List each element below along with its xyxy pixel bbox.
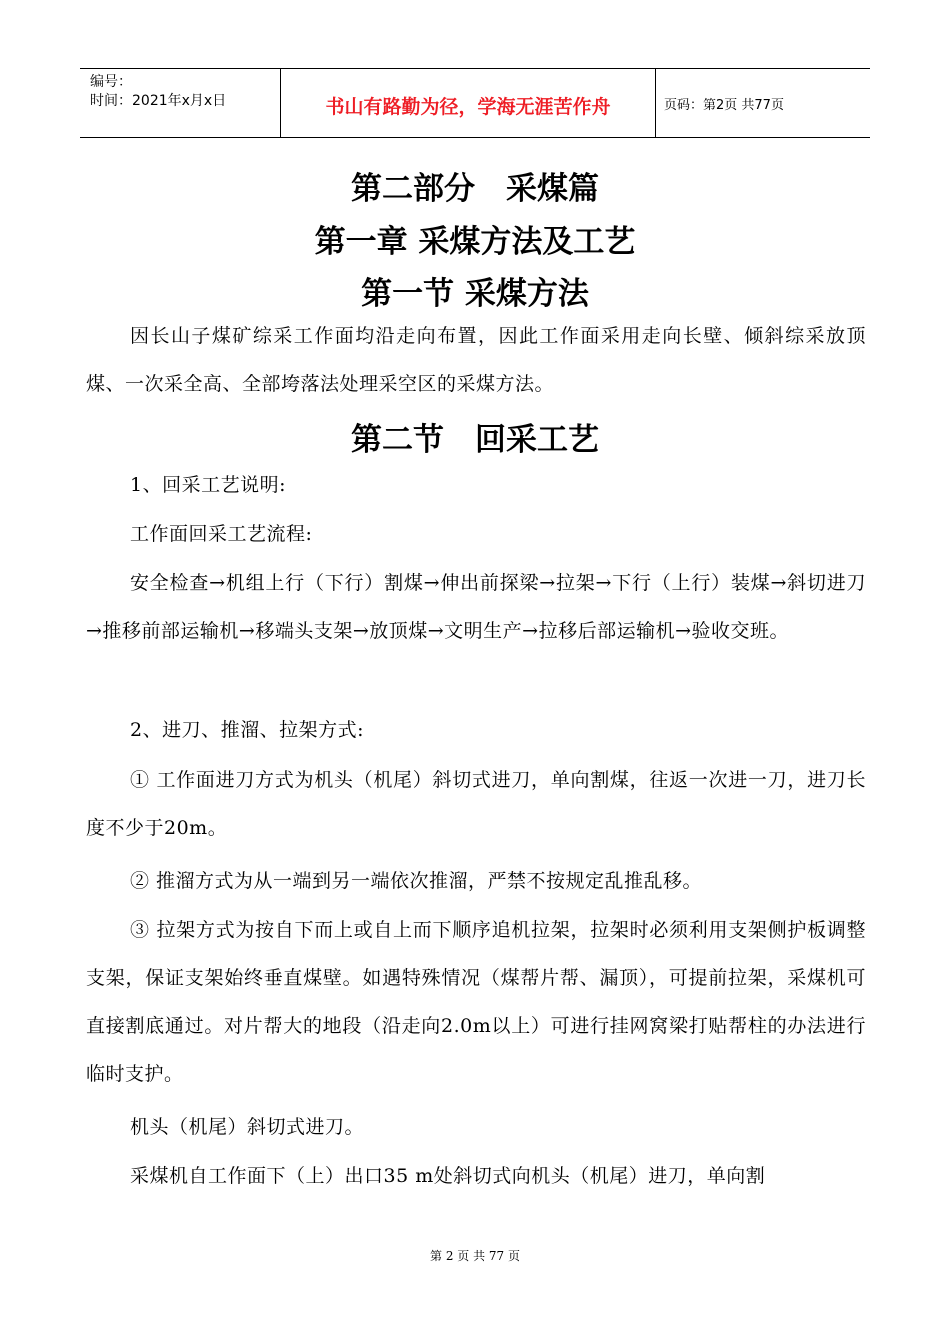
paragraph-method: 因长山子煤矿综采工作面均沿走向布置，因此工作面采用走向长壁、倾斜综采放顶煤、一次采全高、全部垮落法处理采空区的采煤方法。 bbox=[86, 325, 866, 395]
paragraph-flow: 安全检查→机组上行（下行）割煤→伸出前探梁→拉架→下行（上行）装煤→斜切进刀→推移前部运输机→移端头支架→放顶煤→文明生产→拉移后部运输机→验收交班。 bbox=[86, 572, 866, 642]
paragraph-item-3: ③ 拉架方式为按自下而上或自上而下顺序追机拉架，拉架时必须利用支架侧护板调整支架，保证支架始终垂直煤壁。如遇特殊情况（煤帮片帮、漏顶），可提前拉架，采煤机可直接割底通过。对片帮大的地段（沿走向2.0m以上）可进行挂网窝梁打贴帮柱的办法进行临时支护。 bbox=[86, 919, 866, 1085]
header-page-info: 页码：第2页 共77页 bbox=[664, 97, 784, 113]
page-footer: 第 2 页 共 77 页 bbox=[430, 1249, 520, 1263]
paragraph-flow-heading: 工作面回采工艺流程: bbox=[130, 523, 313, 545]
paragraph-item-2: ② 推溜方式为从一端到另一端依次推溜，严禁不按规定乱推乱移。 bbox=[130, 870, 703, 892]
part-title: 第二部分 采煤篇 bbox=[351, 171, 599, 207]
paragraph-cut-detail: 采煤机自工作面下（上）出口35 m处斜切式向机头（机尾）进刀，单向割 bbox=[130, 1165, 766, 1187]
paragraph-cut-heading: 2、进刀、推溜、拉架方式: bbox=[130, 719, 364, 741]
header-meta bbox=[80, 69, 281, 137]
section-title-1: 第一节 采煤方法 bbox=[361, 276, 589, 312]
paragraph-process-heading: 1、回采工艺说明: bbox=[130, 474, 286, 496]
number-label: 编号： bbox=[90, 74, 132, 90]
chapter-title: 第一章 采煤方法及工艺 bbox=[314, 224, 636, 260]
time-label: 时间：2021年x月x日 bbox=[90, 93, 227, 109]
paragraph-item-1: ① 工作面进刀方式为机头（机尾）斜切式进刀，单向割煤，往返一次进一刀，进刀长度不少于20m。 bbox=[86, 769, 866, 839]
section-title-2: 第二节 回采工艺 bbox=[351, 422, 599, 458]
page-header bbox=[80, 68, 870, 138]
header-motto: 书山有路勤为径，学海无涯苦作舟 bbox=[281, 69, 656, 137]
paragraph-cut-type: 机头（机尾）斜切式进刀。 bbox=[130, 1116, 365, 1138]
